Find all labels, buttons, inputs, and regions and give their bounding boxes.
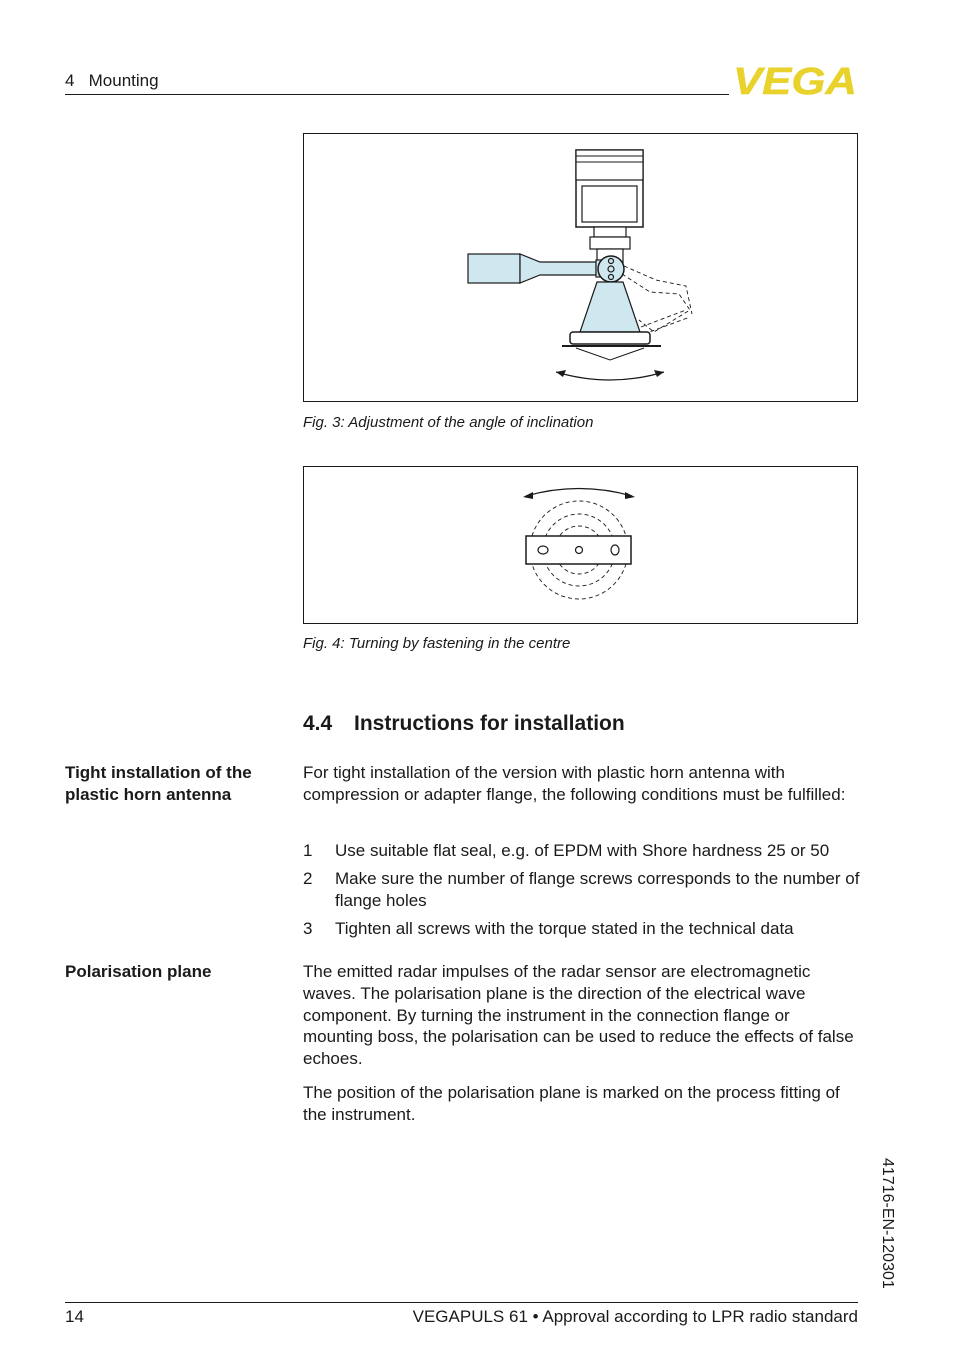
figure-4-caption: Fig. 4: Turning by fastening in the centre xyxy=(303,635,571,652)
list-item xyxy=(303,840,863,862)
list-item-text: Make sure the number of flange screws corresponds to the number of flange holes xyxy=(335,869,860,910)
polarisation-paragraph-1: The emitted radar impulses of the radar sensor are electromagnetic waves. The polarisation plane is the direction of the electrical wave component. By turning the instrument in the connection flange or mounting boss, the polarisation can be used to reduce the effects of false echoes. xyxy=(303,962,854,1069)
list-item xyxy=(303,868,863,912)
list-item-text: Tighten all screws with the torque stated in the technical data xyxy=(335,919,794,938)
list-item-text: Use suitable flat seal, e.g. of EPDM with Shore hardness 25 or 50 xyxy=(335,841,830,860)
section-number: 4.4 xyxy=(303,712,333,735)
side-label-polarisation: Polarisation plane xyxy=(65,962,212,981)
list-item-number: 1 xyxy=(303,841,313,860)
figure-4-box xyxy=(303,466,858,624)
list-item-number: 3 xyxy=(303,919,313,938)
polarisation-paragraph-2: The position of the polarisation plane is marked on the process fitting of the instrument. xyxy=(303,1083,840,1124)
footer-title: VEGAPULS 61 • Approval according to LPR radio standard xyxy=(412,1307,858,1326)
footer-rule xyxy=(65,1302,858,1303)
header-rule xyxy=(65,94,729,95)
tight-installation-intro: For tight installation of the version with plastic horn antenna with compression or adapter flange, the following conditions must be fulfilled: xyxy=(303,763,846,804)
side-label-line-2: plastic horn antenna xyxy=(65,784,232,804)
list-item xyxy=(303,918,863,940)
section-heading xyxy=(303,712,625,736)
svg-text:VEGA: VEGA xyxy=(733,64,857,98)
figure-3-box xyxy=(303,133,858,402)
list-item-number: 2 xyxy=(303,869,313,888)
document-id xyxy=(878,1158,898,1308)
figure-3-caption: Fig. 3: Adjustment of the angle of inclination xyxy=(303,414,594,431)
document-id-text: 41716-EN-120301 xyxy=(879,1158,896,1289)
section-title: Instructions for installation xyxy=(354,712,625,735)
vega-logo xyxy=(733,64,859,98)
header-section-title: 4 Mounting xyxy=(65,71,159,90)
side-label-tight-installation xyxy=(65,762,285,805)
page-number: 14 xyxy=(65,1307,84,1326)
side-label-line-1: Tight installation of the xyxy=(65,763,252,782)
sensor-tilt-drawing xyxy=(304,134,857,401)
flange-rotation-drawing xyxy=(304,467,857,623)
